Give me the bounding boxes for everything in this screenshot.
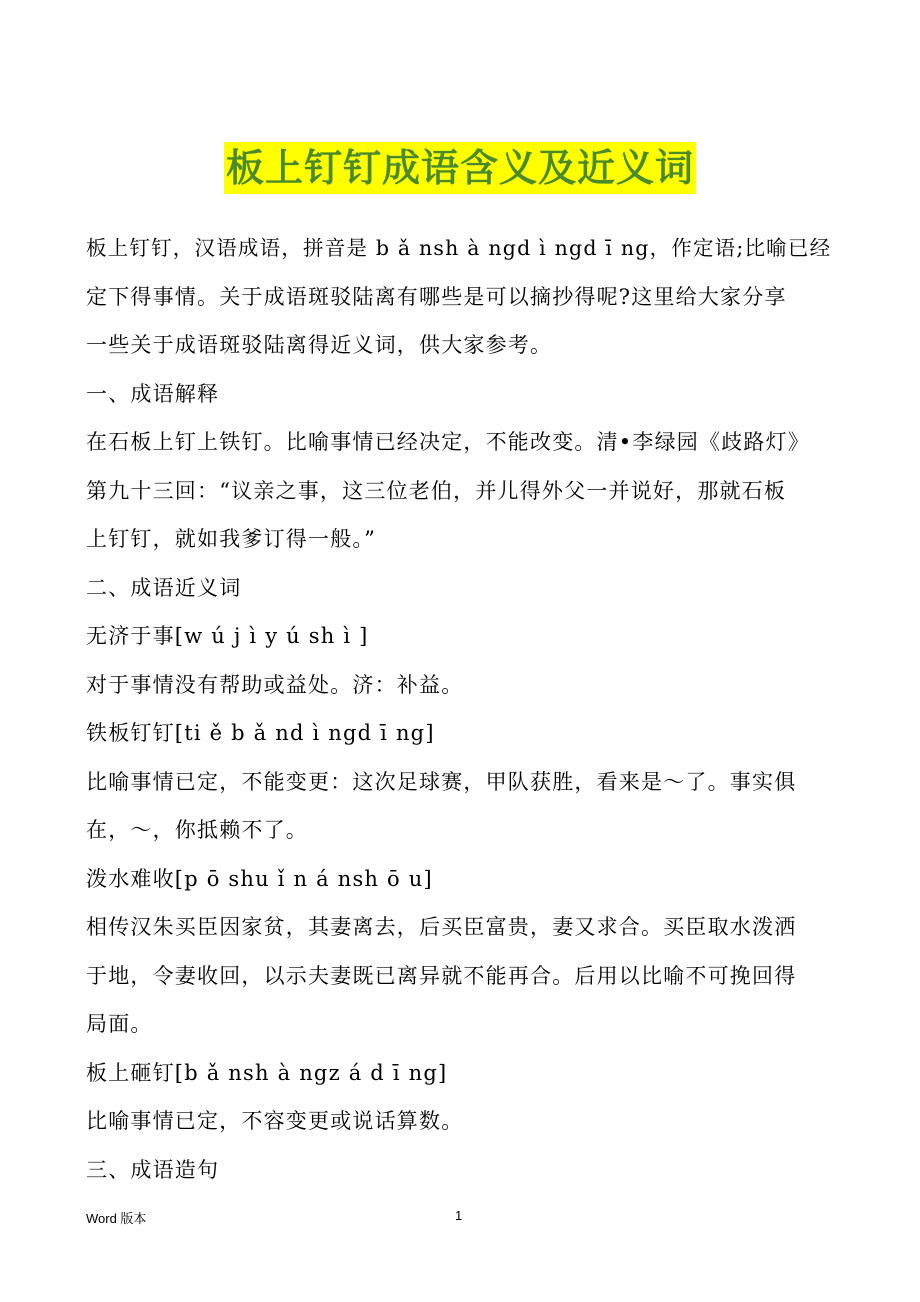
section-heading: 一、成语解释 (86, 381, 220, 406)
idiom-definition: 局面。 (86, 1012, 153, 1036)
idiom-entry: 无济于事[w ú j ì y ú sh ì ] (86, 624, 369, 648)
idiom-definition: 对于事情没有帮助或益处。济：补益。 (86, 672, 464, 697)
paragraph-line: 板上钉钉，汉语成语，拼音是 b ǎ nsh à ngd ì ngd ī ng，作定语;比喻已经 (86, 236, 832, 260)
idiom-entry: 板上砸钉[b ǎ nsh à ngz á d ī ng] (86, 1060, 448, 1085)
paragraph-line: 一些关于成语斑驳陆离得近义词，供大家参考。 (86, 333, 553, 357)
section-heading: 二、成语近义词 (86, 575, 242, 600)
idiom-definition: 在，～，你抵赖不了。 (86, 818, 308, 842)
idiom-definition: 比喻事情已定，不容变更或说话算数。 (86, 1109, 464, 1133)
idiom-entry: 泼水难收[p ō shu ǐ n á nsh ō u] (86, 866, 433, 891)
title-container (0, 142, 920, 194)
idiom-entry: 铁板钉钉[ti ě b ǎ nd ì ngd ī ng] (86, 721, 435, 745)
page-number: 1 (455, 1208, 463, 1223)
paragraph-line: 在石板上钉上铁钉。比喻事情已经决定，不能改变。清•李绿园《歧路灯》 (86, 430, 810, 454)
paragraph-line: 定下得事情。关于成语斑驳陆离有哪些是可以摘抄得呢?这里给大家分享 (86, 284, 787, 309)
footer-label: Word 版本 (86, 1211, 147, 1226)
paragraph-line: 第九十三回：“议亲之事，这三位老伯，并儿得外父一并说好，那就石板 (86, 478, 787, 503)
document-body (86, 224, 836, 1194)
paragraph-line: 上钉钉，就如我爹订得一般。” (86, 527, 377, 551)
document-title: 板上钉钉成语含义及近义词 (224, 142, 696, 194)
section-heading: 三、成语造句 (86, 1157, 220, 1182)
idiom-definition: 于地，令妻收回，以示夫妻既已离异就不能再合。后用以比喻不可挽回得 (86, 963, 797, 988)
idiom-definition: 比喻事情已定，不能变更：这次足球赛，甲队获胜，看来是～了。事实俱 (86, 769, 797, 794)
idiom-definition: 相传汉朱买臣因家贫，其妻离去，后买臣富贵，妻又求合。买臣取水泼洒 (86, 915, 797, 939)
